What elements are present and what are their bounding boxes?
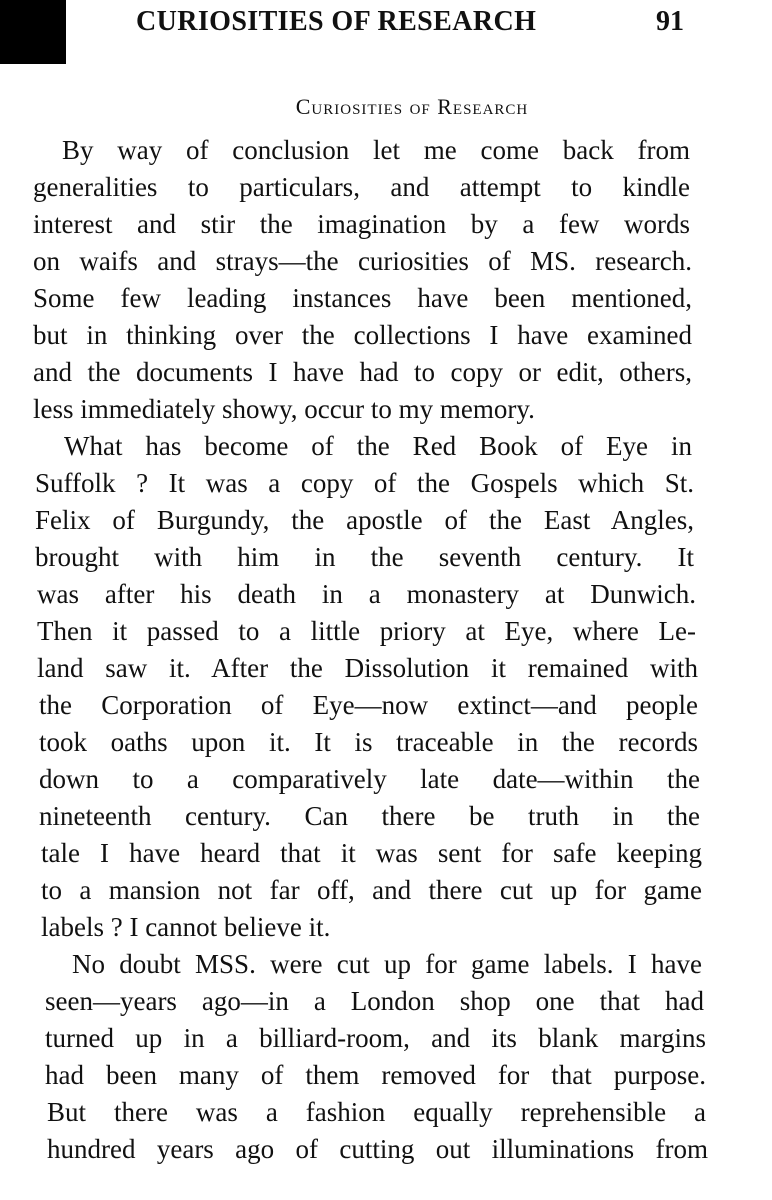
text-line: seen—years ago—in a London shop one that had xyxy=(45,986,704,1016)
text-line: but in thinking over the collections I have examined xyxy=(33,320,692,350)
text-line: No doubt MSS. were cut up for game labels. I have xyxy=(72,949,702,979)
page-number: 91 xyxy=(656,6,684,37)
text-line: But there was a fashion equally reprehensible a xyxy=(47,1097,706,1127)
text-line: brought with him in the seventh century. It xyxy=(35,542,694,572)
text-line: What has become of the Red Book of Eye in xyxy=(64,431,692,461)
text-line: nineteenth century. Can there be truth in the xyxy=(39,801,700,831)
text-line: Suffolk ? It was a copy of the Gospels which St. xyxy=(35,468,694,498)
text-line: turned up in a billiard-room, and its blank margins xyxy=(45,1023,706,1053)
text-line: interest and stir the imagination by a few words xyxy=(33,209,690,239)
text-line: hundred years ago of cutting out illuminations from xyxy=(47,1134,708,1164)
text-line: down to a comparatively late date—within the xyxy=(39,764,700,794)
text-line: less immediately showy, occur to my memory. xyxy=(33,394,535,424)
text-line: on waifs and strays—the curiosities of MS. research. xyxy=(33,246,692,276)
text-line: took oaths upon it. It is traceable in the records xyxy=(39,727,698,757)
section-heading: Curiosities of Research xyxy=(295,94,529,119)
text-line: tale I have heard that it was sent for safe keeping xyxy=(41,838,702,868)
text-line: labels ? I cannot believe it. xyxy=(41,912,331,942)
text-line: was after his death in a monastery at Dunwich. xyxy=(37,579,696,609)
text-line: Some few leading instances have been mentioned, xyxy=(33,283,692,313)
text-line: Felix of Burgundy, the apostle of the East Angles, xyxy=(35,505,694,535)
running-title: CURIOSITIES OF RESEARCH xyxy=(136,6,537,37)
text-line: the Corporation of Eye—now extinct—and people xyxy=(39,690,698,720)
text-line: had been many of them removed for that purpose. xyxy=(45,1060,706,1090)
text-line: to a mansion not far off, and there cut up for game xyxy=(41,875,702,905)
text-line: land saw it. After the Dissolution it remained with xyxy=(37,653,698,683)
running-head xyxy=(0,6,772,46)
text-line: Then it passed to a little priory at Eye, where Le- xyxy=(37,616,696,646)
text-line: generalities to particulars, and attempt to kindle xyxy=(33,172,690,202)
text-line: By way of conclusion let me come back from xyxy=(62,135,690,165)
text-line: and the documents I have had to copy or edit, others, xyxy=(33,357,692,387)
